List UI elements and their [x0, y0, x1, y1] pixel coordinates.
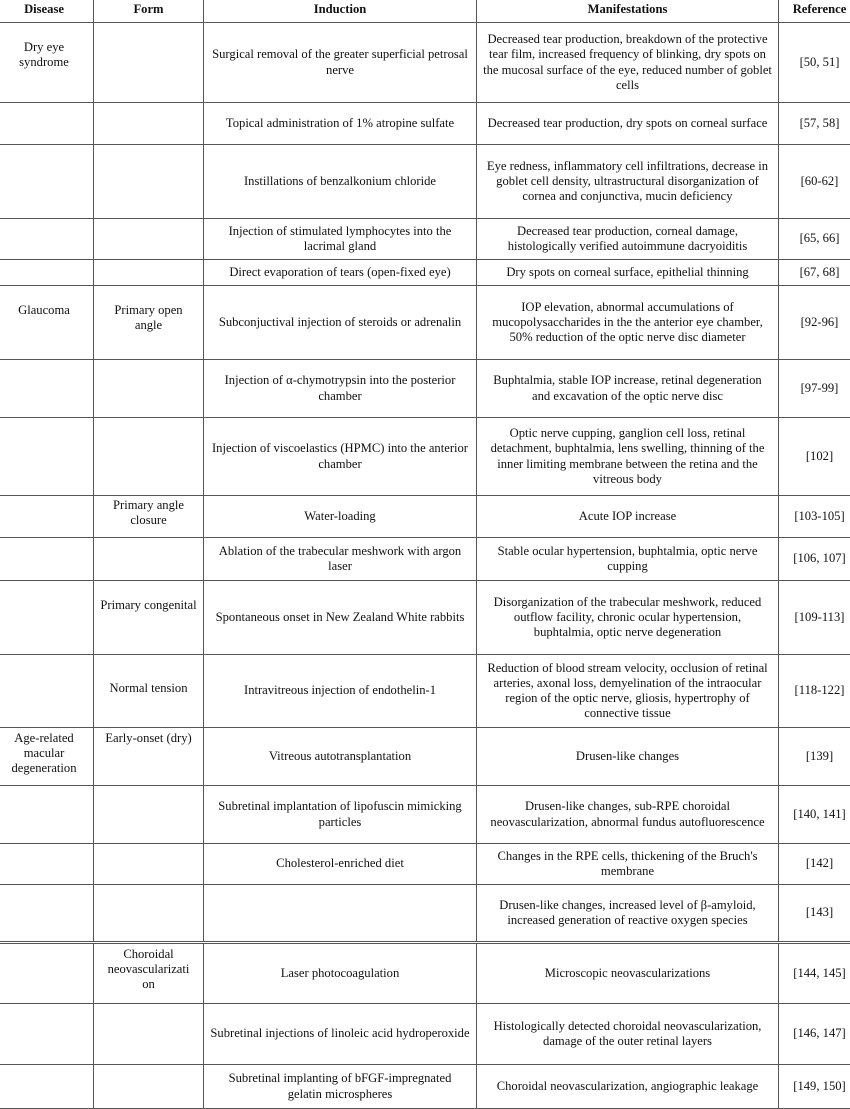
cell-manifestations: IOP elevation, abnormal accumulations of mucopolysaccharides in the the anterior eye chamber, 50% reduction of the optic nerve disc diameter: [477, 286, 779, 360]
table-header: [0, 0, 850, 23]
cell-reference: [144, 145]: [779, 943, 850, 1004]
cell-form: Primary angle closure: [94, 496, 204, 538]
cell-induction: Surgical removal of the greater superficial petrosal nerve: [204, 23, 477, 103]
table-body: [0, 23, 850, 1109]
cell-form: [94, 885, 204, 943]
table-row: [0, 728, 850, 786]
cell-form: [94, 260, 204, 286]
cell-reference: [109-113]: [779, 581, 850, 655]
table-row: [0, 538, 850, 581]
cell-disease: [0, 1065, 94, 1109]
cell-manifestations: Stable ocular hypertension, buphtalmia, optic nerve cupping: [477, 538, 779, 581]
cell-manifestations: Optic nerve cupping, ganglion cell loss, retinal detachment, buphtalmia, lens swelling, thinning of the inner limiting membrane between the retina and the vitreous body: [477, 418, 779, 496]
cell-form: [94, 786, 204, 844]
cell-form: Primary congenital: [94, 581, 204, 655]
cell-induction: Injection of stimulated lymphocytes into the lacrimal gland: [204, 219, 477, 260]
cell-induction: Vitreous autotransplantation: [204, 728, 477, 786]
cell-reference: [139]: [779, 728, 850, 786]
table-row: [0, 496, 850, 538]
cell-reference: [142]: [779, 844, 850, 885]
cell-manifestations: Buphtalmia, stable IOP increase, retinal degeneration and excavation of the optic nerve disc: [477, 360, 779, 418]
cell-induction: Subretinal implantation of lipofuscin mimicking particles: [204, 786, 477, 844]
header-manifestations: Manifestations: [477, 0, 779, 23]
cell-manifestations: Reduction of blood stream velocity, occlusion of retinal arteries, axonal loss, demyelination of the intraocular region of the optic nerve, gliosis, hypertrophy of connective tissue: [477, 655, 779, 728]
cell-reference: [106, 107]: [779, 538, 850, 581]
cell-disease: [0, 581, 94, 655]
cell-reference: [97-99]: [779, 360, 850, 418]
cell-manifestations: Eye redness, inflammatory cell infiltrations, decrease in goblet cell density, ultrastructural disorganization of cornea and conjunctiva, mucin deficiency: [477, 145, 779, 219]
cell-reference: [57, 58]: [779, 103, 850, 145]
cell-induction: Subretinal injections of linoleic acid hydroperoxide: [204, 1004, 477, 1065]
cell-reference: [60-62]: [779, 145, 850, 219]
cell-manifestations: Choroidal neovascularization, angiographic leakage: [477, 1065, 779, 1109]
cell-disease: Age-related macular degeneration: [0, 728, 94, 786]
table-row: [0, 1004, 850, 1065]
cell-disease: [0, 943, 94, 1004]
cell-reference: [92-96]: [779, 286, 850, 360]
table-row: [0, 1065, 850, 1109]
cell-reference: [50, 51]: [779, 23, 850, 103]
cell-form: [94, 844, 204, 885]
table-row: [0, 418, 850, 496]
cell-manifestations: Decreased tear production, dry spots on corneal surface: [477, 103, 779, 145]
cell-manifestations: Drusen-like changes, increased level of β-amyloid, increased generation of reactive oxygen species: [477, 885, 779, 943]
cell-manifestations: Drusen-like changes, sub-RPE choroidal neovascularization, abnormal fundus autofluorescence: [477, 786, 779, 844]
table-row: [0, 844, 850, 885]
cell-form: Choroidal neovascularizati on: [94, 943, 204, 1004]
cell-reference: [118-122]: [779, 655, 850, 728]
cell-disease: [0, 655, 94, 728]
cell-reference: [146, 147]: [779, 1004, 850, 1065]
table-row: [0, 286, 850, 360]
cell-manifestations: Histologically detected choroidal neovascularization, damage of the outer retinal layers: [477, 1004, 779, 1065]
cell-induction: Direct evaporation of tears (open-fixed eye): [204, 260, 477, 286]
cell-disease: [0, 103, 94, 145]
cell-disease: [0, 418, 94, 496]
cell-disease: Glaucoma: [0, 286, 94, 360]
cell-form: [94, 1065, 204, 1109]
cell-disease: Dry eye syndrome: [0, 23, 94, 103]
table-row: [0, 260, 850, 286]
table-row: [0, 943, 850, 1004]
header-row: [0, 0, 850, 23]
cell-induction: Spontaneous onset in New Zealand White rabbits: [204, 581, 477, 655]
cell-induction: Ablation of the trabecular meshwork with argon laser: [204, 538, 477, 581]
header-induction: Induction: [204, 0, 477, 23]
header-disease: Disease: [0, 0, 94, 23]
cell-manifestations: Acute IOP increase: [477, 496, 779, 538]
cell-form: Normal tension: [94, 655, 204, 728]
cell-induction: Subretinal implanting of bFGF-impregnated gelatin microspheres: [204, 1065, 477, 1109]
cell-induction: Instillations of benzalkonium chloride: [204, 145, 477, 219]
cell-reference: [67, 68]: [779, 260, 850, 286]
cell-induction: Subconjuctival injection of steroids or adrenalin: [204, 286, 477, 360]
cell-form: Primary open angle: [94, 286, 204, 360]
table-row: [0, 145, 850, 219]
cell-form: [94, 538, 204, 581]
cell-induction: Laser photocoagulation: [204, 943, 477, 1004]
cell-disease: [0, 1004, 94, 1065]
cell-form: [94, 103, 204, 145]
table-row: [0, 885, 850, 943]
cell-disease: [0, 260, 94, 286]
table-row: [0, 786, 850, 844]
cell-form: [94, 219, 204, 260]
cell-reference: [149, 150]: [779, 1065, 850, 1109]
cell-disease: [0, 786, 94, 844]
cell-manifestations: Dry spots on corneal surface, epithelial thinning: [477, 260, 779, 286]
cell-form: [94, 360, 204, 418]
cell-manifestations: Changes in the RPE cells, thickening of the Bruch's membrane: [477, 844, 779, 885]
cell-induction: Water-loading: [204, 496, 477, 538]
header-form: Form: [94, 0, 204, 23]
cell-disease: [0, 219, 94, 260]
cell-manifestations: Decreased tear production, corneal damage, histologically verified autoimmune dacryoiditis: [477, 219, 779, 260]
cell-induction: Cholesterol-enriched diet: [204, 844, 477, 885]
cell-disease: [0, 844, 94, 885]
cell-form: Early-onset (dry): [94, 728, 204, 786]
cell-manifestations: Decreased tear production, breakdown of the protective tear film, increased frequency of blinking, dry spots on the mucosal surface of the eye, reduced number of goblet cells: [477, 23, 779, 103]
cell-reference: [102]: [779, 418, 850, 496]
cell-disease: [0, 538, 94, 581]
cell-induction: [204, 885, 477, 943]
cell-reference: [65, 66]: [779, 219, 850, 260]
table-row: [0, 103, 850, 145]
table-row: [0, 23, 850, 103]
header-reference: Reference: [779, 0, 850, 23]
cell-form: [94, 145, 204, 219]
cell-form: [94, 418, 204, 496]
table-row: [0, 219, 850, 260]
cell-form: [94, 1004, 204, 1065]
cell-reference: [140, 141]: [779, 786, 850, 844]
cell-disease: [0, 885, 94, 943]
cell-induction: Injection of α-chymotrypsin into the posterior chamber: [204, 360, 477, 418]
cell-manifestations: Drusen-like changes: [477, 728, 779, 786]
cell-disease: [0, 496, 94, 538]
cell-form: [94, 23, 204, 103]
table-row: [0, 581, 850, 655]
cell-disease: [0, 145, 94, 219]
cell-manifestations: Microscopic neovascularizations: [477, 943, 779, 1004]
cell-induction: Topical administration of 1% atropine sulfate: [204, 103, 477, 145]
table-row: [0, 655, 850, 728]
cell-induction: Injection of viscoelastics (HPMC) into the anterior chamber: [204, 418, 477, 496]
cell-manifestations: Disorganization of the trabecular meshwork, reduced outflow facility, chronic ocular hypertension, buphtalmia, optic nerve degeneration: [477, 581, 779, 655]
cell-reference: [143]: [779, 885, 850, 943]
table-row: [0, 360, 850, 418]
cell-induction: Intravitreous injection of endothelin-1: [204, 655, 477, 728]
cell-reference: [103-105]: [779, 496, 850, 538]
cell-disease: [0, 360, 94, 418]
